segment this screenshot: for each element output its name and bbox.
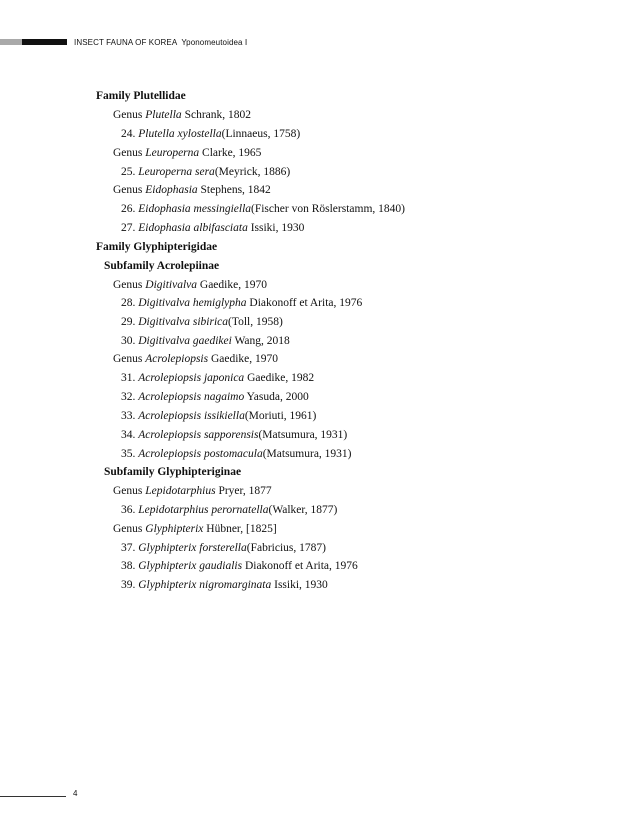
genus-line: Genus Eidophasia Stephens, 1842 bbox=[113, 184, 271, 196]
species-line: 24. Plutella xylostella(Linnaeus, 1758) bbox=[121, 128, 301, 140]
subfamily-heading: Subfamily Glyphipteriginae bbox=[104, 466, 242, 478]
header-title: INSECT FAUNA OF KOREA bbox=[74, 38, 178, 47]
genus-line: Genus Plutella Schrank, 1802 bbox=[113, 109, 251, 121]
species-line: 32. Acrolepiopsis nagaimo Yasuda, 2000 bbox=[121, 391, 309, 403]
species-line: 36. Lepidotarphius perornatella(Walker, 1877) bbox=[121, 504, 338, 516]
species-line: 26. Eidophasia messingiella(Fischer von Röslerstamm, 1840) bbox=[121, 203, 405, 215]
header-text bbox=[74, 37, 247, 48]
genus-line: Genus Digitivalva Gaedike, 1970 bbox=[113, 279, 267, 291]
species-line: 30. Digitivalva gaedikei Wang, 2018 bbox=[121, 335, 290, 347]
header-gray-bar bbox=[0, 39, 22, 45]
species-line: 35. Acrolepiopsis postomacula(Matsumura, 1931) bbox=[121, 448, 352, 460]
genus-line: Genus Acrolepiopsis Gaedike, 1970 bbox=[113, 353, 279, 365]
species-line: 25. Leuroperna sera(Meyrick, 1886) bbox=[121, 166, 291, 178]
subfamily-heading: Subfamily Acrolepiinae bbox=[104, 260, 220, 272]
genus-line: Genus Glyphipterix Hübner, [1825] bbox=[113, 523, 277, 535]
genus-line: Genus Leuroperna Clarke, 1965 bbox=[113, 147, 262, 159]
header-black-bar bbox=[22, 39, 67, 45]
species-line: 28. Digitivalva hemiglypha Diakonoff et Arita, 1976 bbox=[121, 297, 363, 309]
species-line: 33. Acrolepiopsis issikiella(Moriuti, 1961) bbox=[121, 410, 317, 422]
species-line: 37. Glyphipterix forsterella(Fabricius, 1787) bbox=[121, 542, 326, 554]
family-heading: Family Glyphipterigidae bbox=[96, 241, 218, 253]
species-line: 39. Glyphipterix nigromarginata Issiki, 1930 bbox=[121, 579, 328, 591]
running-header bbox=[0, 37, 637, 48]
header-subtitle: Yponomeutoidea Ⅰ bbox=[181, 38, 248, 47]
species-line: 34. Acrolepiopsis sapporensis(Matsumura, 1931) bbox=[121, 429, 348, 441]
genus-line: Genus Lepidotarphius Pryer, 1877 bbox=[113, 485, 272, 497]
species-line: 31. Acrolepiopsis japonica Gaedike, 1982 bbox=[121, 372, 315, 384]
species-line: 27. Eidophasia albifasciata Issiki, 1930 bbox=[121, 222, 305, 234]
page-number: 4 bbox=[73, 789, 78, 798]
family-heading: Family Plutellidae bbox=[96, 90, 186, 102]
species-line: 29. Digitivalva sibirica(Toll, 1958) bbox=[121, 316, 283, 328]
footer-rule bbox=[0, 796, 66, 797]
species-line: 38. Glyphipterix gaudialis Diakonoff et Arita, 1976 bbox=[121, 560, 358, 572]
